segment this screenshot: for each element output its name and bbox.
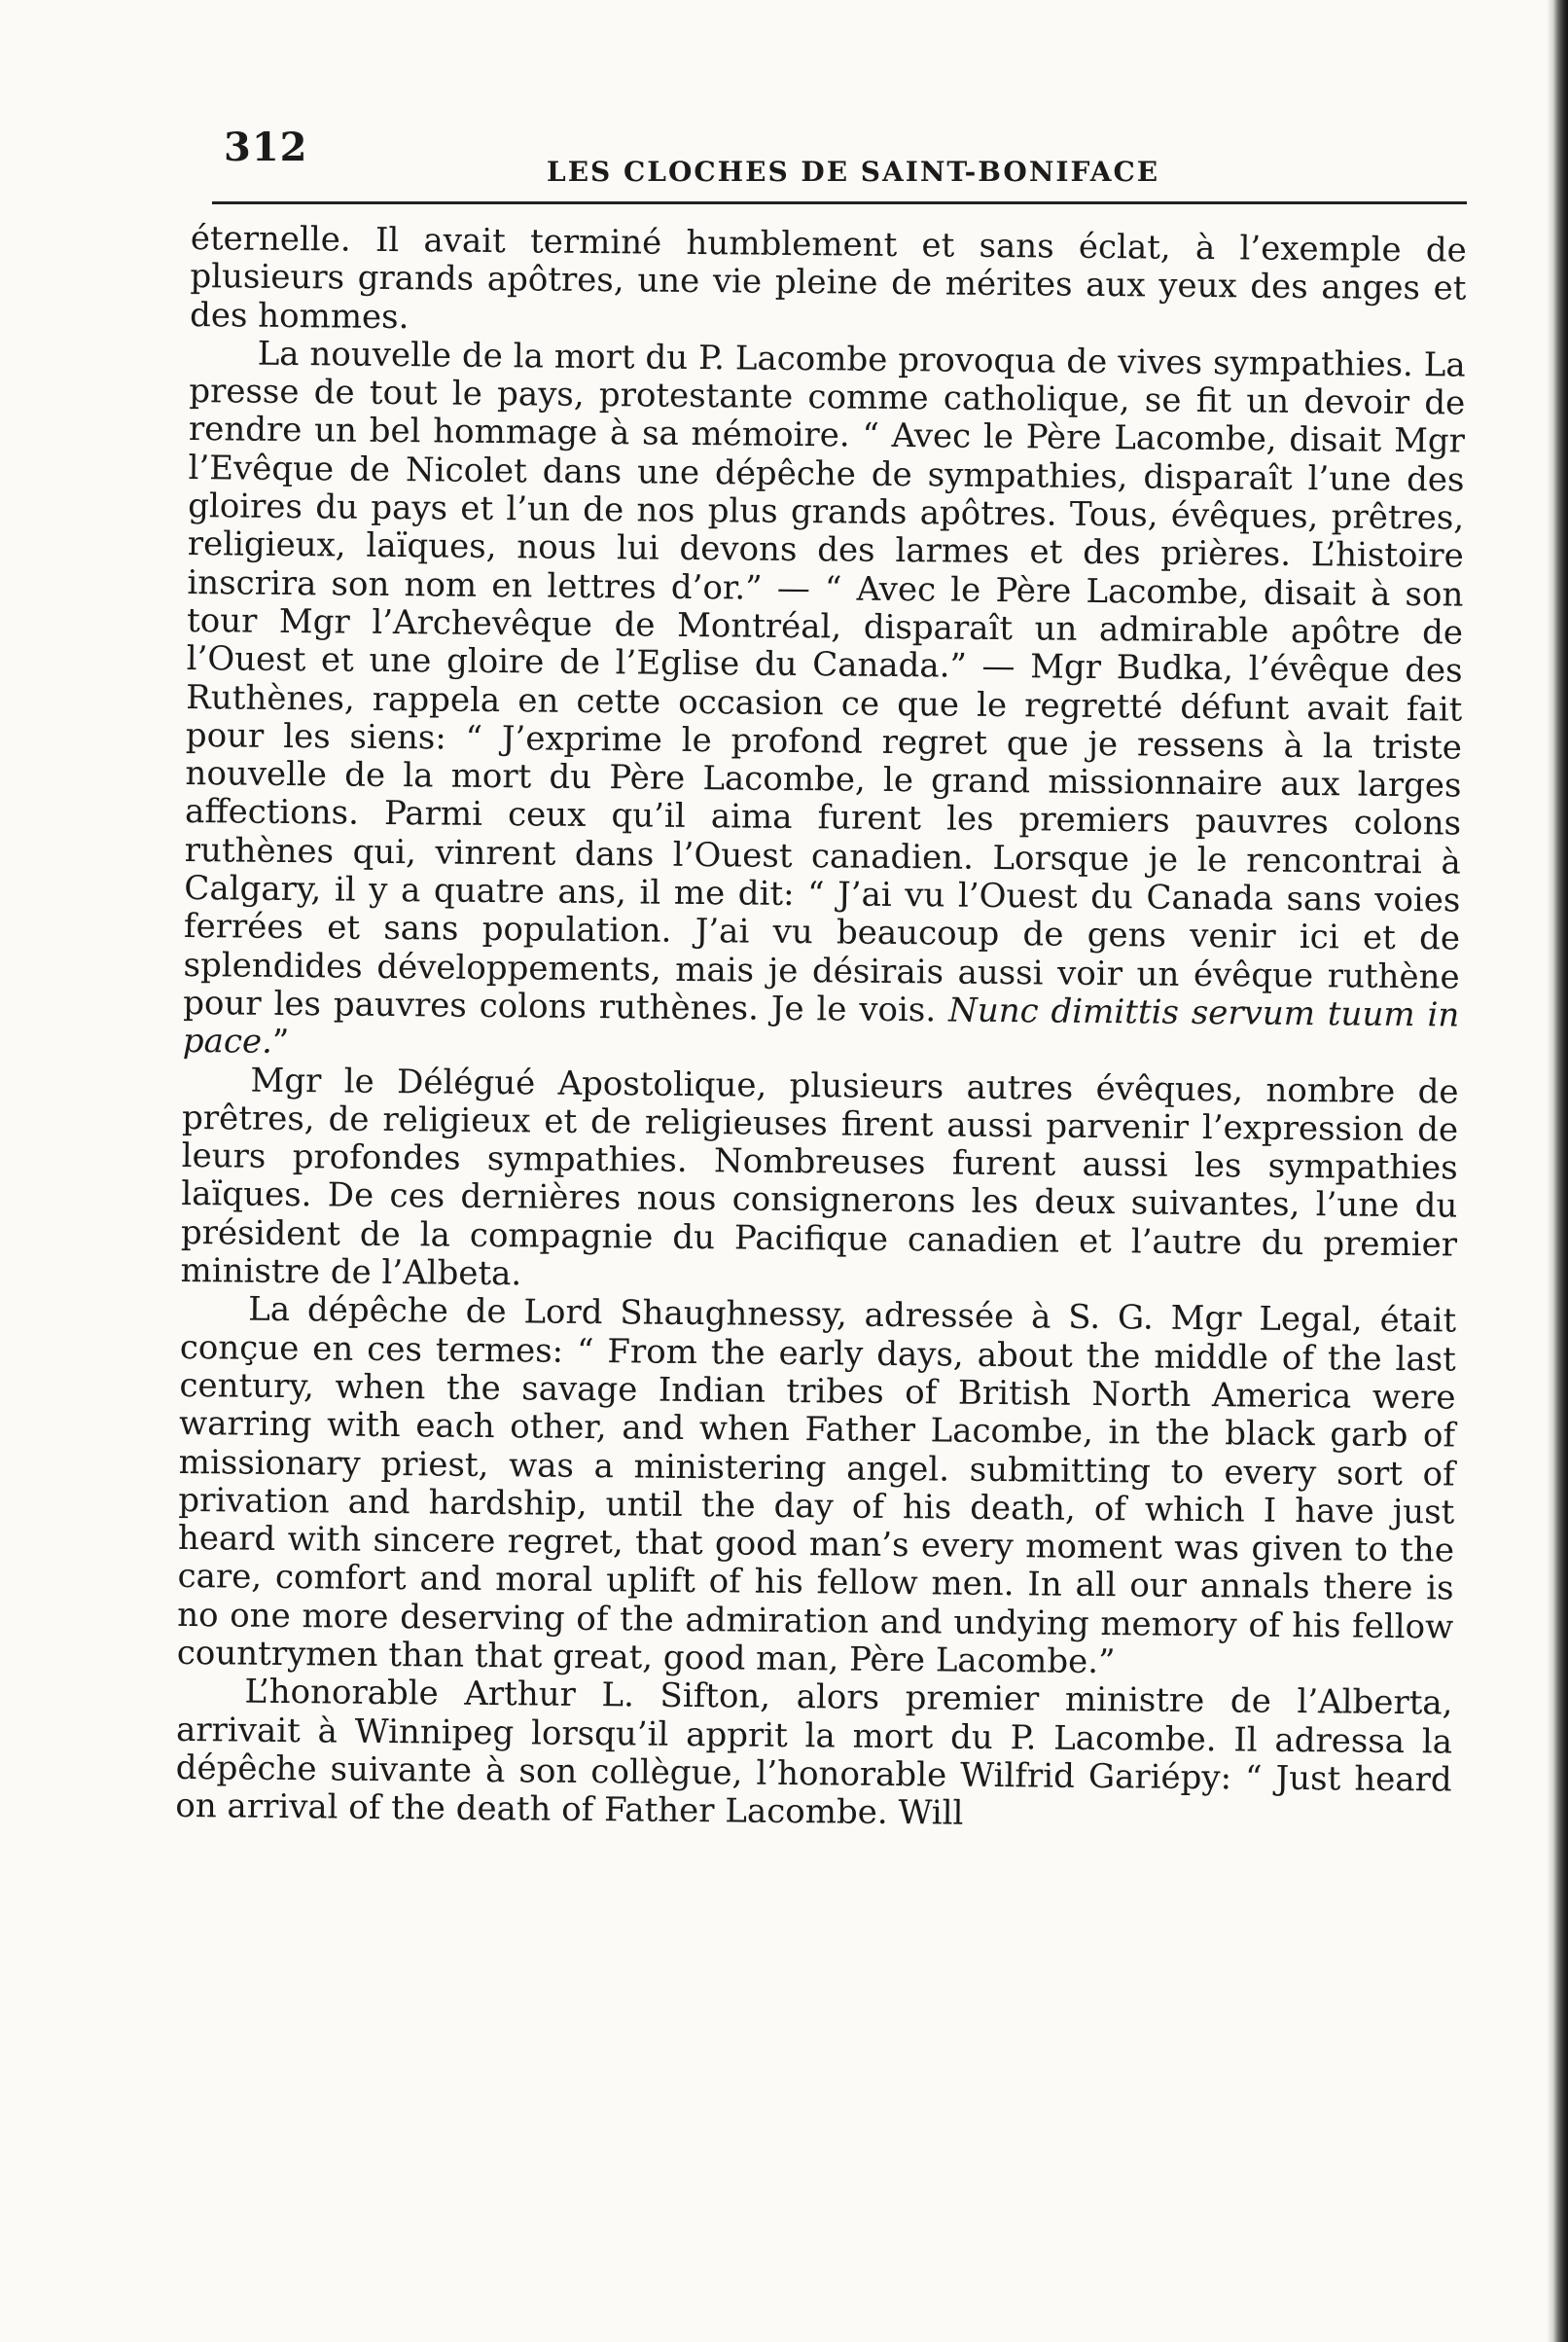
page-edge-shadow xyxy=(1547,0,1568,2342)
running-title: LES CLOCHES DE SAINT-BONIFACE xyxy=(547,156,1160,188)
paragraph-4: La dépêche de Lord Shaughnessy, adressée à S. G. Mgr Legal, était conçue en ces termes: “ From the early days, about the middle of the last century, when the savage Indian tribes of British North America were warring with each other, and when Father Lacombe, in the black garb of missionary priest, was a ministering angel. submitting to every sort of privation and hardship, until the day of his death, of which I have just heard with sincere regret, that good man’s every moment was given to the care, comfort and moral uplift of his fellow men. In all our annals there is no one more deserving of the admiration and undying memory of his fellow countrymen than that great, good man, Père Lacombe.” xyxy=(176,1289,1457,1682)
page-number: 312 xyxy=(224,125,308,170)
closing-quote: ” xyxy=(271,1023,290,1063)
body-text xyxy=(175,220,1467,1838)
paragraph-3: Mgr le Délégué Apostolique, plusieurs autres évêques, nombre de prêtres, de religieux et de religieuses firent aussi parvenir l’expression de leurs profondes sympathies. Nombreuses furent aussi les sympathies laïques. De ces dernières nous consignerons les deux suivantes, l’une du président de la compagnie du Pacifique canadien et l’autre du premier ministre de l’Albeta. xyxy=(180,1061,1459,1294)
latin-quote: Nunc dimittis servum tuum in pace. xyxy=(182,991,1460,1063)
paragraph-5: L’honorable Arthur L. Sifton, alors premier ministre de l’Alberta, arrivait à Winnipeg lorsqu’il apprit la mort du P. Lacombe. Il adressa la dépêche suivante à son collègue, l’honorable Wilfrid Gariépy: “ Just heard on arrival of the death of Father Lacombe. Will xyxy=(175,1672,1453,1833)
header-rule xyxy=(212,201,1467,204)
paragraph-2 xyxy=(183,335,1466,1073)
paragraph-2-text: La nouvelle de la mort du P. Lacombe provoqua de vives sympathies. La presse de tout le pays, protestante comme catholique, se fit un devoir de rendre un bel hommage à sa mémoire. “ Avec le Père Lacombe, disait Mgr l’Evêque de Nicolet dans une dépêche de sympathies, disparaît l’une des gloires du pays et l’un de nos plus grands apôtres. Tous, évêques, prêtres, religieux, laïques, nous lui devons des larmes et des prières. L’histoire inscrira son nom en lettres d’or.” — “ Avec le Père Lacombe, disait à son tour Mgr l’Archevêque de Montréal, disparaît un admirable apôtre de l’Ouest et une gloire de l’Eglise du Canada.” — Mgr Budka, l’évêque des Ruthènes, rappela en cette occasion ce que le regretté défunt avait fait pour les siens: “ J’exprime le profond regret que je ressens à la triste nouvelle de la mort du Père Lacombe, le grand missionnaire aux larges affections. Parmi ceux qu’il aima furent les premiers pauvres colons ruthènes qui, vinrent dans l’Ouest canadien. Lorsque je le rencontrai à Calgary, il y a quatre ans, il me dit: “ J’ai vu l’Ouest du Canada sans voies ferrées et sans population. J’ai vu beaucoup de gens venir ici et de splendides développements, mais je désirais aussi voir un évêque ruthène pour les pauvres colons ruthènes. Je le vois. xyxy=(183,334,1466,1030)
page-header xyxy=(212,115,1457,193)
paragraph-1: éternelle. Il avait terminé humblement et sans éclat, à l’exemple de plusieurs grands apôtres, une vie pleine de mérites aux yeux des anges et des hommes. xyxy=(189,219,1467,337)
